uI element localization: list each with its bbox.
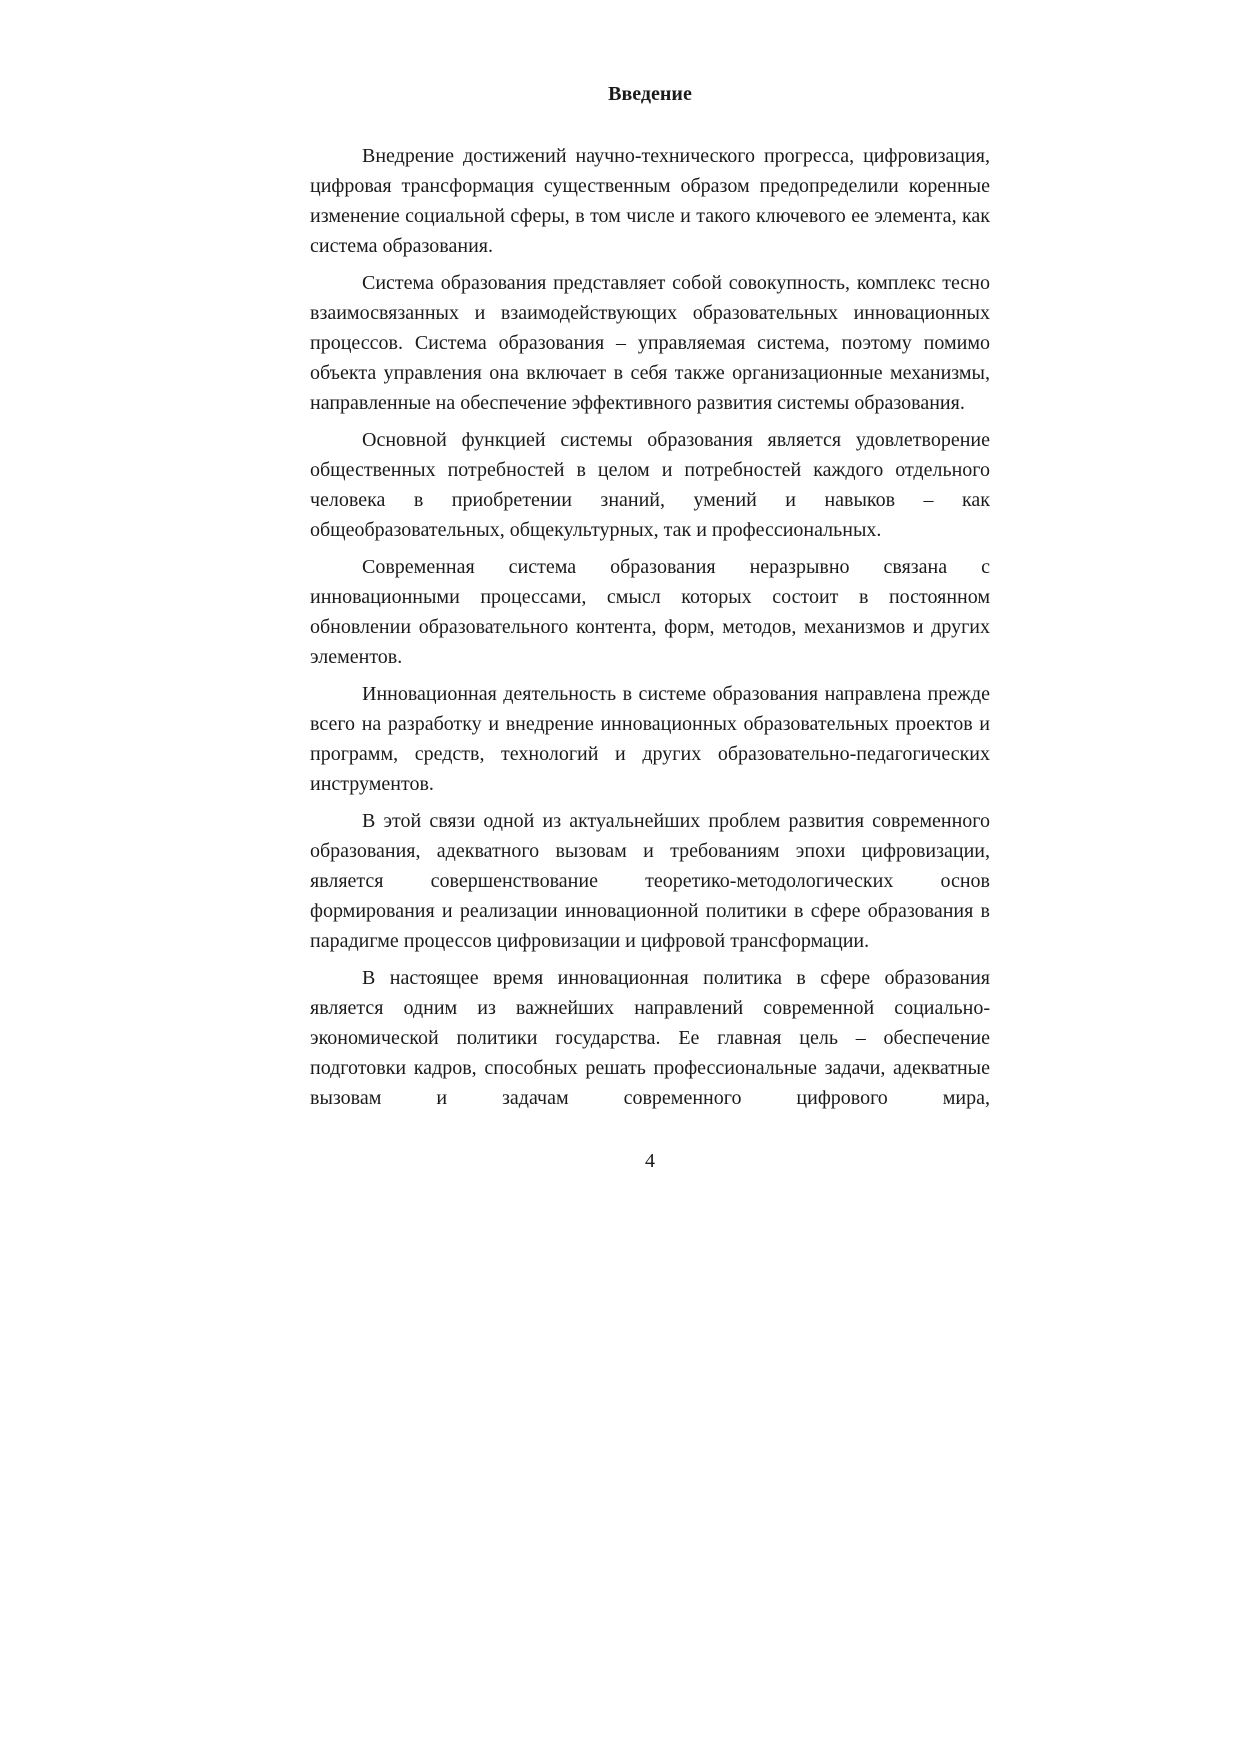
page-title: Введение <box>608 83 692 105</box>
paragraph: В этой связи одной из актуальнейших проблем развития современного образования, адекватного вызовам и требованиям эпохи цифровизации, является совершенствование теоретико-методологических основ формирования и реализации инновационной политики в сфере образования в парадигме процессов цифровизации и цифровой трансформации. <box>310 810 990 952</box>
body-text <box>310 141 990 1113</box>
page-number: 4 <box>645 1150 655 1172</box>
paragraph: Основной функцией системы образования является удовлетворение общественных потребностей в целом и потребностей каждого отдельного человека в приобретении знаний, умений и навыков – как общеобразовательных, общекультурных, так и профессиональных. <box>310 429 990 541</box>
paragraph: Современная система образования неразрывно связана с инновационными процессами, смысл которых состоит в постоянном обновлении образовательного контента, форм, методов, механизмов и других элементов. <box>310 556 990 668</box>
paragraph: В настоящее время инновационная политика в сфере образования является одним из важнейших направлений современной социально-экономической политики государства. Ее главная цель – обеспечение подготовки кадров, способных решать профессиональные задачи, адекватные вызовам и задачам современного цифрового мира, <box>310 967 990 1109</box>
paragraph: Инновационная деятельность в системе образования направлена прежде всего на разработку и внедрение инновационных образовательных проектов и программ, средств, технологий и других образовательно-педагогических инструментов. <box>310 683 990 795</box>
paragraph: Система образования представляет собой совокупность, комплекс тесно взаимосвязанных и взаимодействующих образовательных инновационных процессов. Система образования – управляемая система, поэтому помимо объекта управления она включает в себя также организационные механизмы, направленные на обеспечение эффективного развития системы образования. <box>310 272 990 414</box>
paragraph: Внедрение достижений научно-технического прогресса, цифровизация, цифровая трансформация существенным образом предопределили коренные изменение социальной сферы, в том числе и такого ключевого ее элемента, как система образования. <box>310 145 990 257</box>
